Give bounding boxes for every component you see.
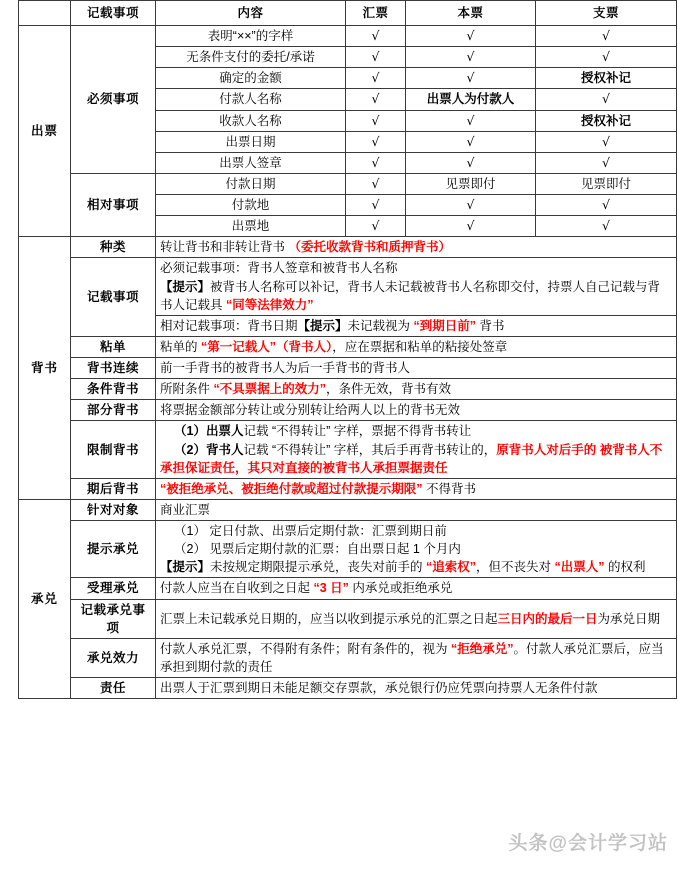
- table-row: [19, 638, 677, 677]
- table-row: [19, 336, 677, 357]
- table-row: [19, 400, 677, 421]
- table-row: [19, 678, 677, 699]
- item-cell-continuity: 背书连续: [71, 358, 156, 379]
- record-line2: [160, 278, 672, 314]
- tip-label: 【提示】: [297, 318, 348, 333]
- item-cell-target: 针对对象: [71, 499, 156, 520]
- table-header-row: [19, 1, 677, 26]
- cond-pre: 所附条件: [160, 382, 214, 397]
- check-cell: 授权补记: [536, 110, 677, 131]
- rel-post: 背书: [476, 318, 505, 333]
- table-row: [19, 421, 677, 478]
- ri-post: 为承兑日期: [597, 611, 661, 626]
- restricted-line2: [160, 441, 672, 477]
- item-cell-after-term: 期后背书: [71, 478, 156, 499]
- table-row: [19, 499, 677, 520]
- table-row: [19, 258, 677, 315]
- note-cell: √: [406, 47, 536, 68]
- draft-cell: √: [346, 131, 406, 152]
- draft-cell: √: [346, 47, 406, 68]
- record-block2-cell: [156, 315, 677, 336]
- ef-red: “拒绝承兑”: [450, 641, 514, 656]
- content-cell: 无条件支付的委托/承诺: [156, 47, 346, 68]
- table-row: [19, 478, 677, 499]
- note-cell: √: [406, 131, 536, 152]
- stage-cell-endorsement: 背书: [19, 237, 71, 500]
- ri-red: 三日内的最后一日: [497, 611, 598, 626]
- header-stage-blank: [19, 1, 71, 26]
- check-cell: √: [536, 131, 677, 152]
- conditional-text-cell: [156, 379, 677, 400]
- draft-cell: √: [346, 195, 406, 216]
- present-line1: （1） 定日付款、出票后定期付款：汇票到期日前: [174, 524, 447, 538]
- restricted-text-cell: [156, 421, 677, 478]
- content-cell: 收款人名称: [156, 110, 346, 131]
- present-b: ，但不丧失对: [476, 560, 555, 575]
- kind-text-cell: [156, 237, 677, 258]
- present-text-cell: [156, 521, 677, 578]
- item-cell-partial: 部分背书: [71, 400, 156, 421]
- paste-post: ，应在票据和粘单的粘接处签章: [332, 339, 508, 354]
- rel-mid: 未记载视为: [347, 318, 414, 333]
- item-cell-liability: 责任: [71, 678, 156, 699]
- paste-red: “第一记载人”（背书人）: [200, 339, 333, 354]
- subject-2: 背书人: [205, 442, 244, 457]
- draft-cell: √: [346, 110, 406, 131]
- draft-cell: √: [346, 89, 406, 110]
- check-cell: √: [536, 216, 677, 237]
- restricted-red: 原背书人对后手的 被背书人不承担保证责任，其只对直接的被背书人承担票据责任: [160, 442, 663, 475]
- content-cell: 确定的金额: [156, 68, 346, 89]
- rest-1: 记载 “不得转让” 字样，票据不得背书转让: [243, 424, 472, 439]
- tip-red: “同等法律效力”: [225, 297, 314, 312]
- header-check: 支票: [536, 1, 677, 26]
- stage-cell-acceptance: 承兑: [19, 499, 71, 698]
- header-content: 内容: [156, 1, 346, 26]
- item-cell-present: 提示承兑: [71, 521, 156, 578]
- partial-text-cell: 将票据金额部分转让或分别转让给两人以上的背书无效: [156, 400, 677, 421]
- present-a: 未按规定期限提示承兑，丧失对前手的: [210, 560, 426, 575]
- present-line2: （2） 见票后定期付款的汇票：自出票日起 1 个月内: [174, 542, 461, 557]
- present-line3: [160, 558, 672, 576]
- content-cell: 出票日期: [156, 131, 346, 152]
- restricted-line1: [160, 422, 672, 440]
- note-cell: √: [406, 26, 536, 47]
- ah-post: 内承兑或拒绝承兑: [348, 581, 453, 596]
- check-cell: √: [536, 195, 677, 216]
- item-cell-conditional: 条件背书: [71, 379, 156, 400]
- table-row: [19, 173, 677, 194]
- note-cell: √: [406, 68, 536, 89]
- item-cell-effect: 承兑效力: [71, 638, 156, 677]
- record-line1: 必须记载事项：背书人签章和被背书人名称: [160, 261, 398, 276]
- subject-1: 出票人: [205, 424, 244, 439]
- num-2: （2）: [174, 442, 206, 457]
- tip-label: 【提示】: [160, 560, 211, 575]
- rel-red: “到期日前”: [413, 318, 477, 333]
- note-cell: √: [406, 195, 536, 216]
- table-row: [19, 358, 677, 379]
- tip-rest: 被背书人名称可以补记，背书人未记载被背书人名称即交付，持票人自己记载与背书人记载具: [160, 279, 661, 312]
- content-cell: 表明“××”的字样: [156, 26, 346, 47]
- ef-post: 。付款人承兑汇票后，应当承担到期付款的责任: [160, 641, 664, 674]
- check-cell: 见票即付: [536, 173, 677, 194]
- cond-red: “不具票据上的效力”: [213, 382, 326, 397]
- ri-pre: 汇票上未记载承兑日期的，应当以收到提示承兑的汇票之日起: [160, 611, 498, 626]
- item-cell-must: 必须事项: [71, 26, 156, 174]
- item-cell-accept-handling: 受理承兑: [71, 578, 156, 599]
- note-cell: √: [406, 110, 536, 131]
- cond-post: ，条件无效，背书有效: [326, 382, 452, 397]
- target-text-cell: 商业汇票: [156, 499, 677, 520]
- note-cell: 出票人为付款人: [406, 89, 536, 110]
- content-cell: 付款日期: [156, 173, 346, 194]
- ah-pre: 付款人应当在自收到之日起: [160, 581, 314, 596]
- item-cell-kind: 种类: [71, 237, 156, 258]
- bill-rules-table: [18, 0, 677, 699]
- effect-text-cell: [156, 638, 677, 677]
- paste-text-cell: [156, 336, 677, 357]
- table-row: [19, 521, 677, 578]
- item-cell-record-items: 记载承兑事项: [71, 599, 156, 638]
- header-promissory-note: 本票: [406, 1, 536, 26]
- liability-text-cell: 出票人于汇票到期日未能足额交存票款，承兑银行仍应凭票向持票人无条件付款: [156, 678, 677, 699]
- bill-rules-table-sheet: [18, 0, 676, 699]
- check-cell: √: [536, 47, 677, 68]
- draft-cell: √: [346, 26, 406, 47]
- record-block1-cell: [156, 258, 677, 315]
- present-c: 的权利: [604, 560, 646, 575]
- after-term-post: 不得背书: [422, 481, 476, 496]
- num-1: （1）: [174, 424, 206, 439]
- header-item: 记载事项: [71, 1, 156, 26]
- tip-label: 【提示】: [160, 279, 211, 294]
- watermark: 头条@会计学习站: [508, 833, 668, 854]
- rel-pre: 相对记载事项：背书日期: [160, 318, 298, 333]
- after-term-text-cell: [156, 478, 677, 499]
- paste-pre: 粘单的: [160, 339, 201, 354]
- stage-cell-issue: 出票: [19, 26, 71, 237]
- draft-cell: √: [346, 152, 406, 173]
- after-term-red: “被拒绝承兑、被拒绝付款或超过付款提示期限”: [160, 481, 423, 496]
- continuity-text-cell: 前一手背书的被背书人为后一手背书的背书人: [156, 358, 677, 379]
- note-cell: 见票即付: [406, 173, 536, 194]
- note-cell: √: [406, 152, 536, 173]
- record-items-text-cell: [156, 599, 677, 638]
- draft-cell: √: [346, 173, 406, 194]
- header-draft: 汇票: [346, 1, 406, 26]
- table-row: [19, 237, 677, 258]
- kind-plain: 转让背书和非转让背书: [160, 240, 286, 255]
- present-red-2: “出票人”: [554, 560, 605, 575]
- content-cell: 出票人签章: [156, 152, 346, 173]
- check-cell: √: [536, 26, 677, 47]
- present-red-1: “追索权”: [426, 560, 477, 575]
- check-cell: 授权补记: [536, 68, 677, 89]
- kind-red: （委托收款背书和质押背书）: [288, 240, 452, 255]
- draft-cell: √: [346, 216, 406, 237]
- draft-cell: √: [346, 68, 406, 89]
- rest-2: 记载 “不得转让” 字样，其后手再背书转让的，: [243, 442, 497, 457]
- table-row: [19, 599, 677, 638]
- ah-red: “3 日”: [313, 581, 349, 596]
- item-cell-restricted: 限制背书: [71, 421, 156, 478]
- accept-handling-text-cell: [156, 578, 677, 599]
- content-cell: 出票地: [156, 216, 346, 237]
- item-cell-paste: 粘单: [71, 336, 156, 357]
- check-cell: √: [536, 152, 677, 173]
- check-cell: √: [536, 89, 677, 110]
- note-cell: √: [406, 216, 536, 237]
- item-cell-record: 记载事项: [71, 258, 156, 337]
- content-cell: 付款地: [156, 195, 346, 216]
- table-row: [19, 379, 677, 400]
- item-cell-relative: 相对事项: [71, 173, 156, 236]
- content-cell: 付款人名称: [156, 89, 346, 110]
- table-row: [19, 26, 677, 47]
- table-row: [19, 578, 677, 599]
- ef-pre: 付款人承兑汇票，不得附有条件；附有条件的，视为: [160, 641, 451, 656]
